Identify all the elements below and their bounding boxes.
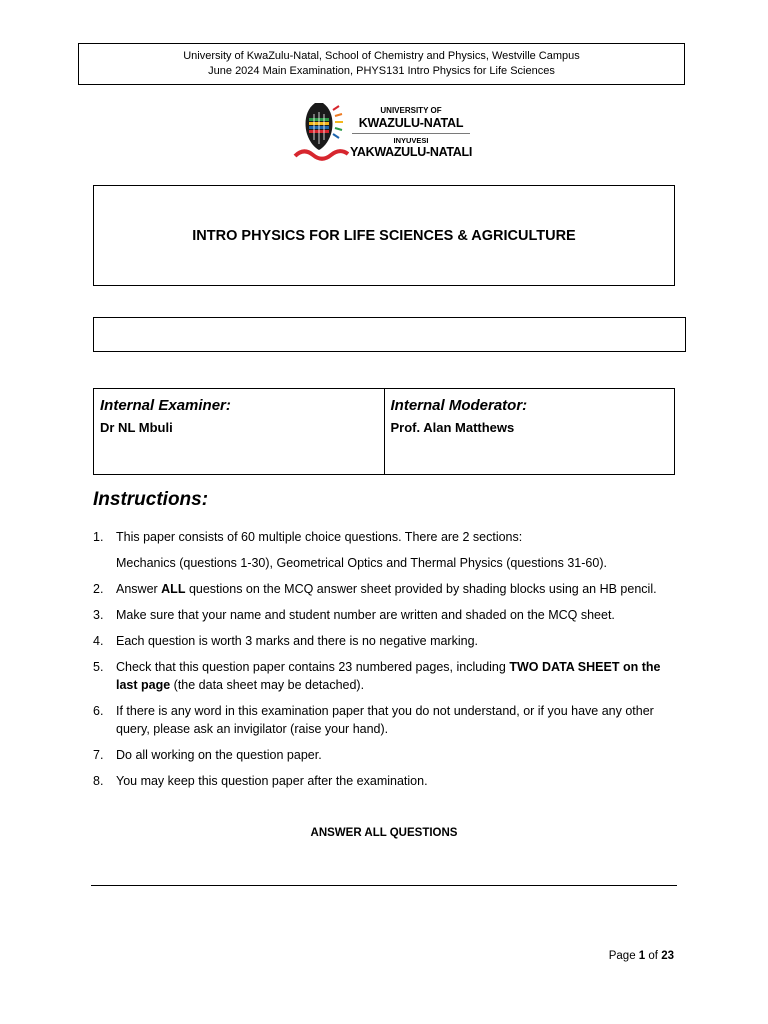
instruction-item (93, 658, 683, 694)
page-current: 1 (638, 950, 646, 962)
instruction-text: You may keep this question paper after the examination. (116, 774, 428, 788)
page-total: 23 (661, 950, 674, 962)
instruction-number: 4. (93, 634, 104, 648)
blank-field-box (93, 317, 686, 352)
instruction-number: 8. (93, 774, 104, 788)
logo-line-3: INYUVESI (393, 136, 429, 145)
examiner-name: Dr NL Mbuli (100, 420, 173, 435)
instruction-number: 6. (93, 704, 104, 718)
instruction-item (93, 702, 683, 738)
ukzn-shield-emblem-icon (293, 100, 349, 164)
instruction-text: Do all working on the question paper. (116, 748, 322, 762)
examiner-cell (94, 389, 384, 474)
answer-all-questions: ANSWER ALL QUESTIONS (310, 827, 458, 839)
logo-line-4: YAKWAZULU-NATALI (349, 145, 473, 159)
instruction-text: Answer ALL questions on the MCQ answer sheet provided by shading blocks using an HB pencil. (116, 582, 657, 596)
instructions-list (93, 528, 683, 798)
moderator-name: Prof. Alan Matthews (390, 420, 515, 435)
instruction-item (93, 580, 683, 598)
bottom-divider (91, 885, 677, 886)
exam-header-box (78, 43, 685, 85)
instruction-number: 7. (93, 748, 104, 762)
instruction-item (93, 746, 683, 764)
logo-line-1: UNIVERSITY OF (380, 106, 442, 115)
instruction-text: This paper consists of 60 multiple choice questions. There are 2 sections: (116, 530, 523, 544)
instruction-item (93, 632, 683, 650)
moderator-cell (384, 389, 675, 474)
course-title-box (93, 185, 675, 286)
instruction-text: Make sure that your name and student number are written and shaded on the MCQ sheet. (116, 608, 615, 622)
logo-wordmark (349, 106, 473, 159)
instruction-number: 5. (93, 660, 104, 674)
moderator-label: Internal Moderator: (390, 397, 528, 414)
header-line-1: University of KwaZulu-Natal, School of Chemistry and Physics, Westville Campus (183, 50, 580, 62)
instruction-item (93, 606, 683, 624)
ukzn-logo (293, 100, 473, 164)
instruction-emphasis: ALL (161, 582, 186, 596)
instruction-number: 3. (93, 608, 104, 622)
examiner-label: Internal Examiner: (100, 397, 231, 414)
instruction-text: If there is any word in this examination paper that you do not understand, or if you have any other query, please ask an invigilator (raise your hand). (116, 704, 654, 736)
instructions-heading: Instructions: (93, 489, 209, 510)
logo-line-2: KWAZULU-NATAL (358, 116, 464, 130)
page-word: Page (608, 950, 636, 962)
logo-divider (352, 133, 470, 134)
course-title: INTRO PHYSICS FOR LIFE SCIENCES & AGRICULTURE (192, 227, 576, 244)
instruction-item (93, 772, 683, 790)
instruction-text: Check that this question paper contains 23 numbered pages, including TWO DATA SHEET on the last page (the data sheet may be detached). (116, 660, 661, 692)
instruction-item (93, 528, 683, 572)
instruction-number: 2. (93, 582, 104, 596)
instruction-emphasis: TWO DATA SHEET on the last page (116, 660, 661, 692)
instruction-text: Each question is worth 3 marks and there is no negative marking. (116, 634, 478, 648)
instruction-subtext: Mechanics (questions 1-30), Geometrical Optics and Thermal Physics (questions 31-60). (116, 556, 607, 570)
page-number (609, 950, 674, 962)
header-line-2: June 2024 Main Examination, PHYS131 Intro Physics for Life Sciences (208, 65, 555, 77)
examiners-table (93, 388, 675, 475)
page-of: of (648, 950, 658, 962)
instruction-number: 1. (93, 530, 104, 544)
